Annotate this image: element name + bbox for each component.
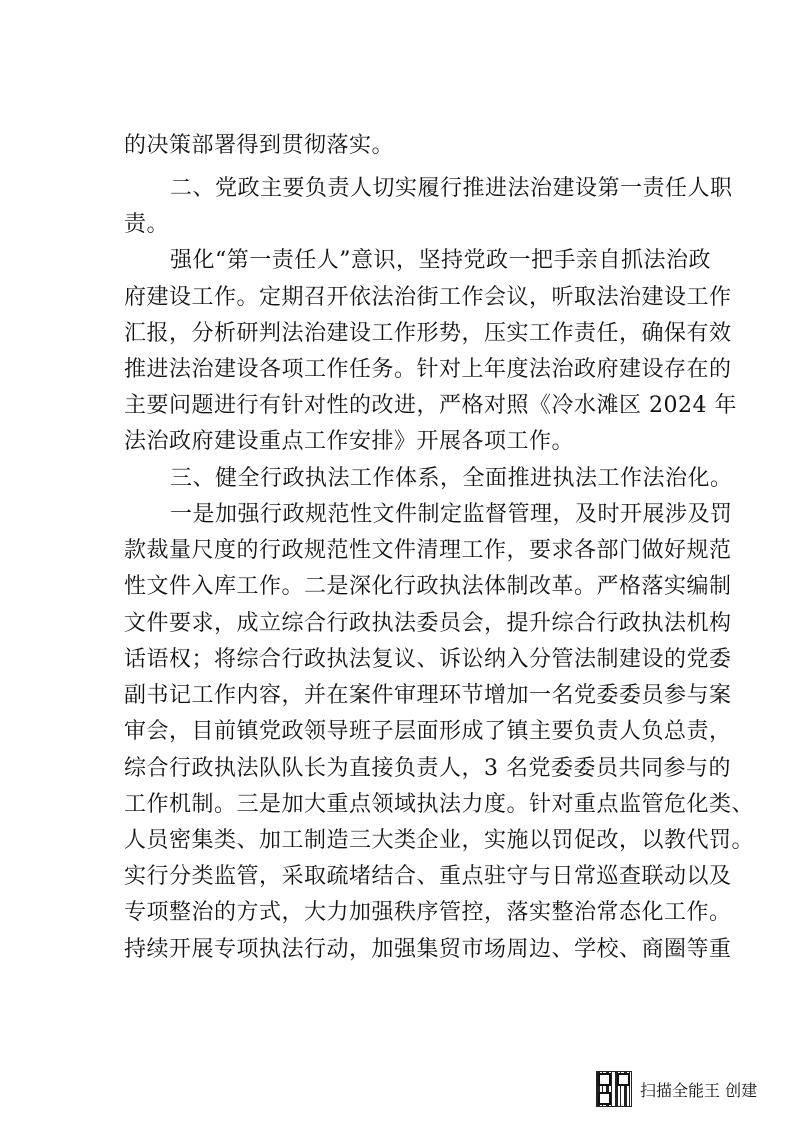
qr-code-icon: [596, 1071, 632, 1107]
text-line-17: 审会，目前镇党政领导班子层面形成了镇主要负责人负总责，: [124, 719, 732, 744]
scanner-label: 扫描全能王 创建: [640, 1080, 758, 1100]
text-line-18: 综合行政执法队队长为直接负责人，3 名党委委员共同参与的: [124, 756, 731, 781]
text-line-22: 专项整治的方式，大力加强秩序管控，落实整治常态化工作。: [124, 900, 732, 925]
text-line-19: 工作机制。三是加大重点领域执法力度。针对重点监管危化类、: [124, 792, 755, 817]
section-heading-3: 三、健全行政执法工作体系，全面推进执法工作法治化。: [170, 466, 733, 491]
text-line-7: 推进法治建设各项工作任务。针对上年度法治政府建设存在的: [124, 357, 732, 382]
text-line-5: 府建设工作。定期召开依法治街工作会议，听取法治建设工作: [124, 285, 732, 310]
text-line-16: 副书记工作内容，并在案件审理环节增加一名党委委员参与案: [124, 683, 732, 708]
text-line-14: 文件要求，成立综合行政执法委员会，提升综合行政执法机构: [124, 611, 732, 636]
paragraph-start-1: 强化“第一责任人”意识，坚持党政一把手亲自抓法治政: [170, 248, 711, 273]
text-line-9: 法治政府建设重点工作安排》开展各项工作。: [124, 429, 575, 454]
text-line-12: 款裁量尺度的行政规范性文件清理工作，要求各部门做好规范: [124, 538, 732, 563]
text-line-15: 话语权；将综合行政执法复议、诉讼纳入分管法制建设的党委: [124, 647, 732, 672]
text-line-23: 持续开展专项执法行动，加强集贸市场周边、学校、商圈等重: [124, 937, 732, 962]
scanner-watermark: [596, 1070, 757, 1108]
text-line-1: 的决策部署得到贯彻落实。: [124, 133, 395, 158]
text-line-6: 汇报，分析研判法治建设工作形势，压实工作责任，确保有效: [124, 321, 732, 346]
text-line-8: 主要问题进行有针对性的改进，严格对照《冷水滩区 2024 年: [124, 393, 737, 418]
text-line-21: 实行分类监管，采取疏堵结合、重点驻守与日常巡查联动以及: [124, 864, 732, 889]
text-line-20: 人员密集类、加工制造三大类企业，实施以罚促改，以教代罚。: [124, 828, 755, 853]
text-line-13: 性文件入库工作。二是深化行政执法体制改革。严格落实编制: [124, 574, 732, 599]
text-line-3: 责。: [124, 212, 170, 237]
section-heading-2: 二、党政主要负责人切实履行推进法治建设第一责任人职: [170, 176, 733, 201]
paragraph-start-2: 一是加强行政规范性文件制定监督管理，及时开展涉及罚: [170, 502, 733, 527]
